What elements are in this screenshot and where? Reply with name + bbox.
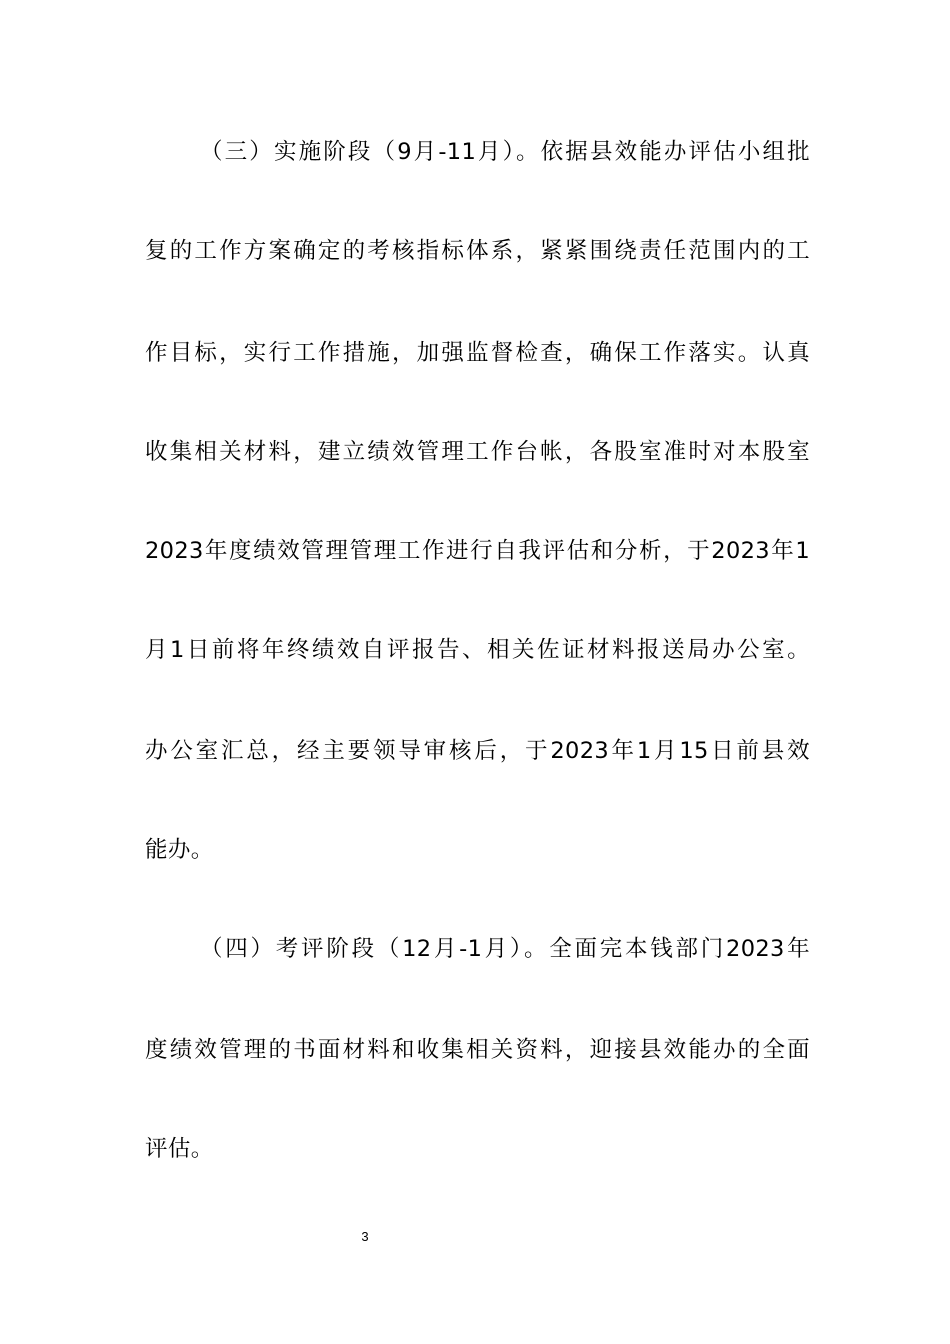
- paragraph-1-line-5: 2023年度绩效管理管理工作进行自我评估和分析，于2023年1: [145, 538, 810, 564]
- page-number: 3: [361, 1229, 369, 1244]
- paragraph-2-line-1: （四）考评阶段（12月-1月）。全面完本钱部门2023年: [200, 936, 810, 962]
- paragraph-1-line-7: 办公室汇总，经主要领导审核后，于2023年1月15日前县效: [145, 738, 810, 764]
- paragraph-2-line-3: 评估。: [145, 1136, 214, 1162]
- paragraph-1-line-3: 作目标，实行工作措施，加强监督检查，确保工作落实。认真: [145, 340, 810, 366]
- paragraph-1-line-8: 能办。: [145, 837, 214, 863]
- paragraph-1-line-1: （三）实施阶段（9月-11月）。依据县效能办评估小组批: [200, 139, 810, 165]
- paragraph-1-line-2: 复的工作方案确定的考核指标体系，紧紧围绕责任范围内的工: [145, 238, 810, 264]
- paragraph-2-line-2: 度绩效管理的书面材料和收集相关资料，迎接县效能办的全面: [145, 1037, 810, 1063]
- paragraph-1-line-6: 月1日前将年终绩效自评报告、相关佐证材料报送局办公室。: [145, 637, 810, 663]
- paragraph-1-line-4: 收集相关材料，建立绩效管理工作台帐，各股室准时对本股室: [145, 439, 810, 465]
